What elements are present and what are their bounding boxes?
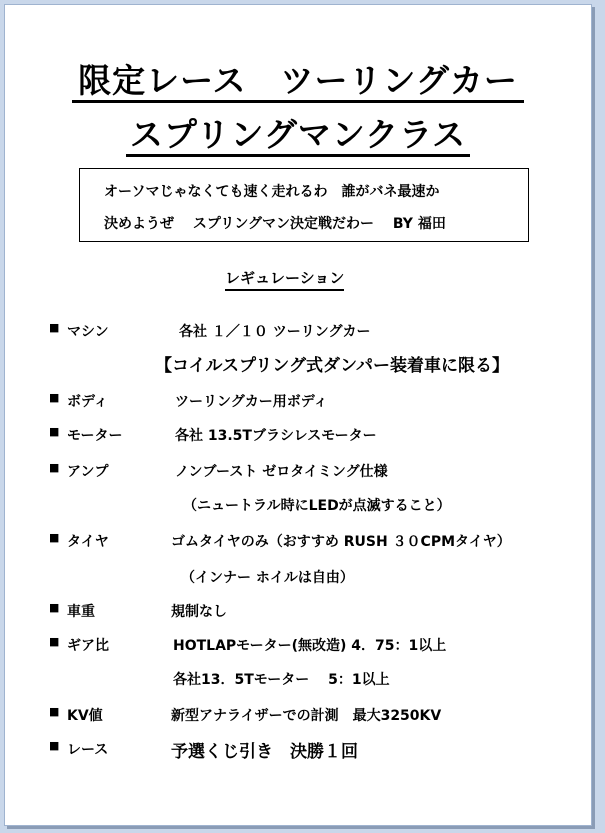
intro-line-1: オーソマじゃなくても速く走れるわ 誰がバネ最速か <box>104 184 440 200</box>
bullet-icon: ■ <box>49 321 60 334</box>
item-label: マシン <box>67 324 109 340</box>
bullet-icon: ■ <box>49 739 60 752</box>
bullet-icon: ■ <box>49 705 60 718</box>
item-value: ツーリングカー用ボディ <box>175 394 328 410</box>
item-label: ギア比 <box>67 638 109 654</box>
item-label: タイヤ <box>67 534 109 550</box>
bullet-icon: ■ <box>49 531 60 544</box>
item-value: HOTLAPモーター(無改造) 4．75：1以上 <box>173 638 447 654</box>
gear-ratio-note: 各社13．5Tモーター 5：1以上 <box>173 672 390 688</box>
regulation-heading: レギュレーション <box>225 267 344 291</box>
item-value: 新型アナライザーでの計測 最大3250KV <box>171 708 442 724</box>
item-label: アンプ <box>67 464 109 480</box>
amp-note: （ニュートラル時にLEDが点滅すること） <box>183 498 451 514</box>
item-value: ノンブースト ゼロタイミング仕様 <box>175 464 388 480</box>
item-label: 車重 <box>67 604 95 620</box>
intro-line-2: 決めようぜ スプリングマン決定戦だわー BY 福田 <box>104 216 446 232</box>
bullet-icon: ■ <box>49 425 60 438</box>
item-value: 予選くじ引き 決勝１回 <box>171 742 358 762</box>
item-value: 各社 １／１０ ツーリングカー <box>179 324 371 340</box>
title-line-1: 限定レース ツーリングカー <box>5 55 591 102</box>
bullet-icon: ■ <box>49 391 60 404</box>
item-value: 各社 13.5Tブラシレスモーター <box>175 428 377 444</box>
document-page <box>4 4 592 826</box>
item-label: モーター <box>67 428 123 444</box>
bullet-icon: ■ <box>49 461 60 474</box>
title-line-2: スプリングマンクラス <box>5 109 591 156</box>
intro-box <box>79 168 529 242</box>
tire-note: （インナー ホイルは自由） <box>181 570 354 586</box>
item-label: ボディ <box>67 394 108 410</box>
machine-note: 【コイルスプリング式ダンパー装着車に限る】 <box>155 356 509 376</box>
item-value: ゴムタイヤのみ（おすすめ RUSH ３０CPMタイヤ） <box>171 534 511 550</box>
item-label: KV値 <box>67 708 103 724</box>
bullet-icon: ■ <box>49 635 60 648</box>
item-value: 規制なし <box>171 604 227 620</box>
item-label: レース <box>67 742 109 758</box>
bullet-icon: ■ <box>49 601 60 614</box>
